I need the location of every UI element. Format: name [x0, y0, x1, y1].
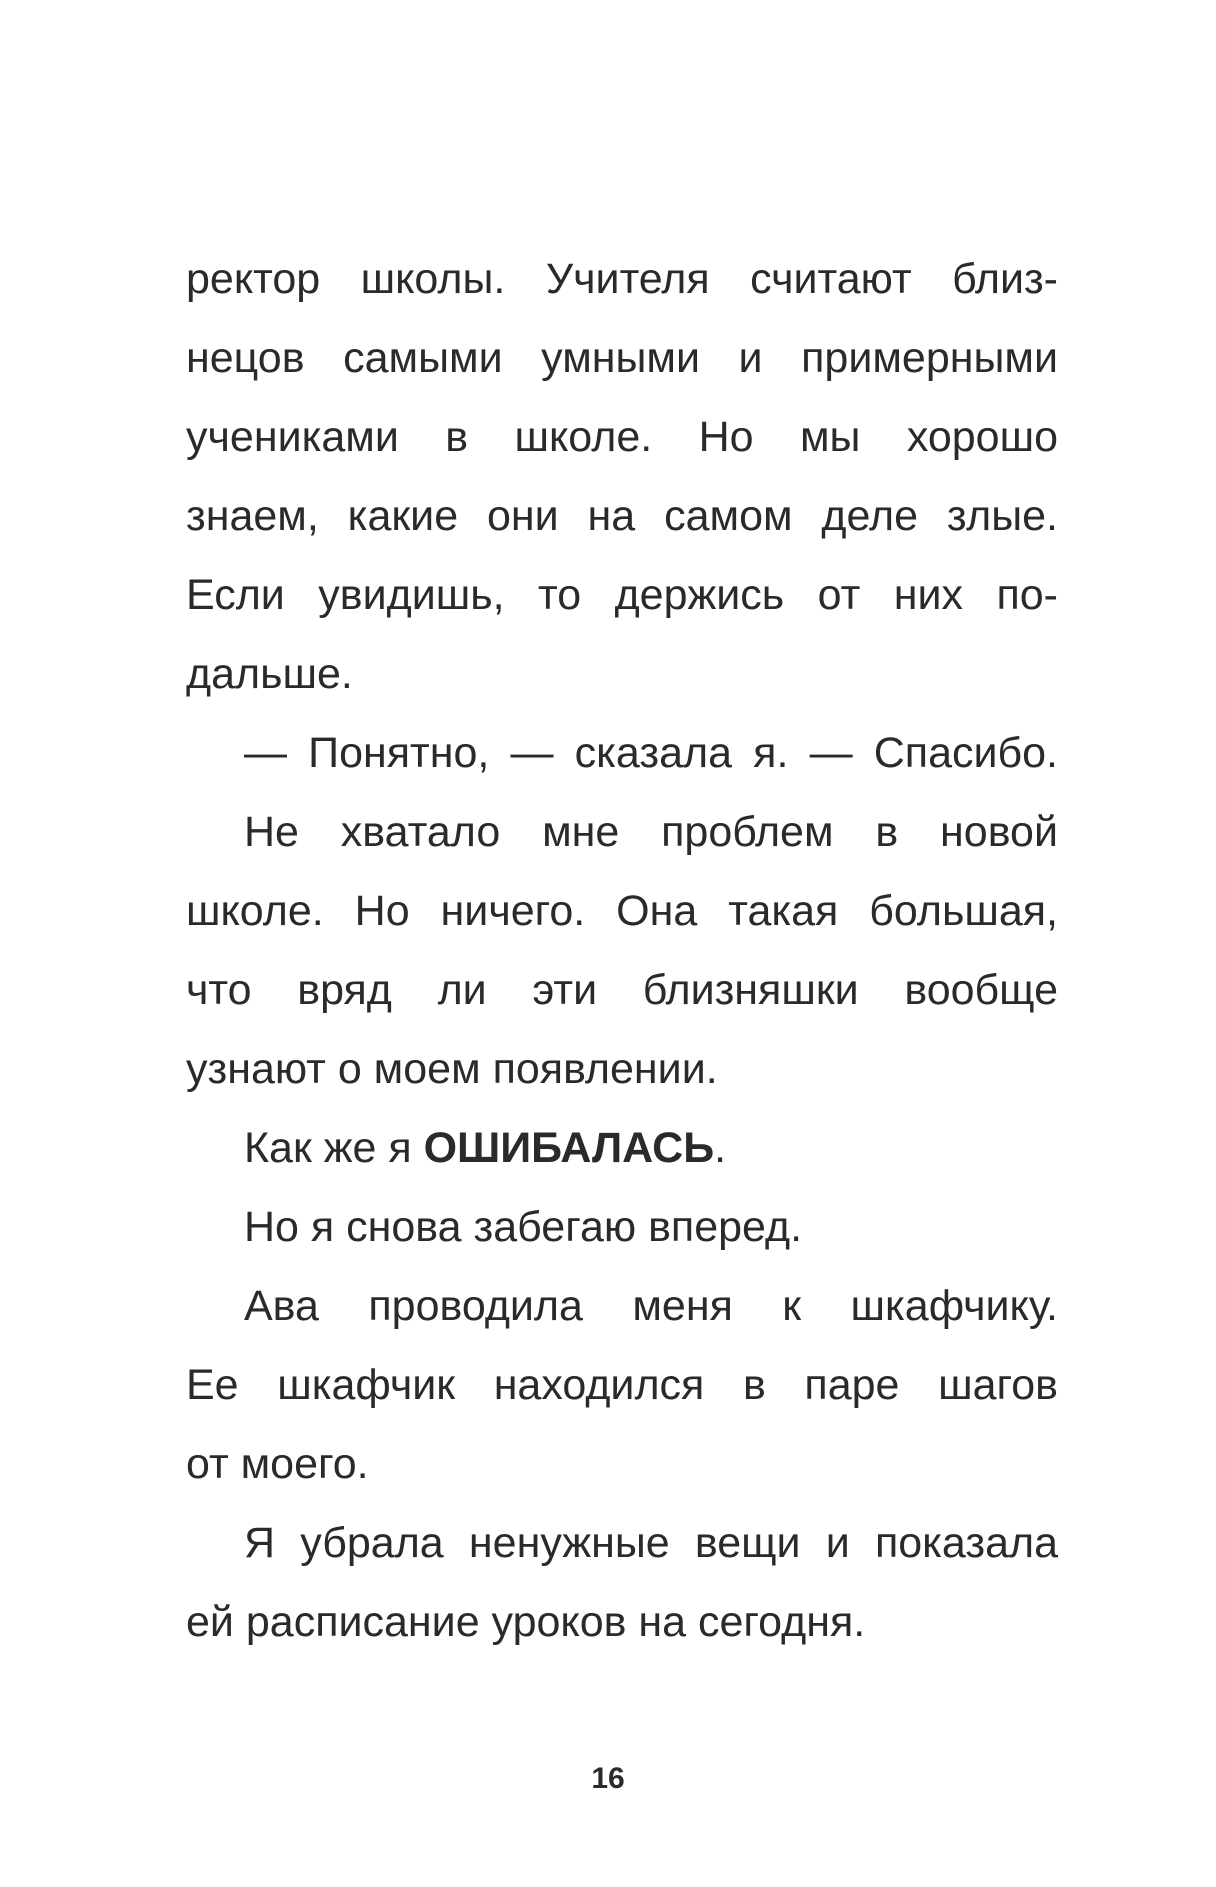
- text-line: нецов самыми умными и примерными: [186, 334, 1058, 382]
- text-line: ректор школы. Учителя считают близ-: [186, 255, 1058, 303]
- text-line: Ее шкафчик находился в паре шагов: [186, 1361, 1058, 1409]
- text-line: школе. Но ничего. Она такая большая,: [186, 887, 1058, 935]
- text-line: что вряд ли эти близняшки вообще: [186, 966, 1058, 1014]
- page-number: 16: [591, 1762, 625, 1795]
- emphasis-word: ОШИБАЛАСЬ: [423, 1124, 715, 1172]
- text-fragment: .: [714, 1124, 727, 1172]
- text-line: дальше.: [186, 650, 353, 698]
- text-line-dialogue: — Понятно, — сказала я. — Спасибо.: [244, 729, 1058, 777]
- text-line: от моего.: [186, 1440, 369, 1488]
- text-line: ей расписание уроков на сегодня.: [186, 1598, 866, 1646]
- text-line-emphasis: [186, 1109, 1058, 1188]
- text-line: узнают о моем появлении.: [186, 1045, 718, 1093]
- text-line: Ава проводила меня к шкафчику.: [244, 1282, 1058, 1330]
- text-line: Но я снова забегаю вперед.: [244, 1203, 803, 1251]
- text-line: учениками в школе. Но мы хорошо: [186, 413, 1058, 461]
- body-text: [186, 240, 1058, 1662]
- text-line: Я убрала ненужные вещи и показала: [244, 1519, 1058, 1567]
- text-line: знаем, какие они на самом деле злые.: [186, 492, 1058, 540]
- text-line: Если увидишь, то держись от них по-: [186, 571, 1058, 619]
- text-fragment: Как же я: [244, 1124, 424, 1172]
- text-line: Не хватало мне проблем в новой: [244, 808, 1058, 856]
